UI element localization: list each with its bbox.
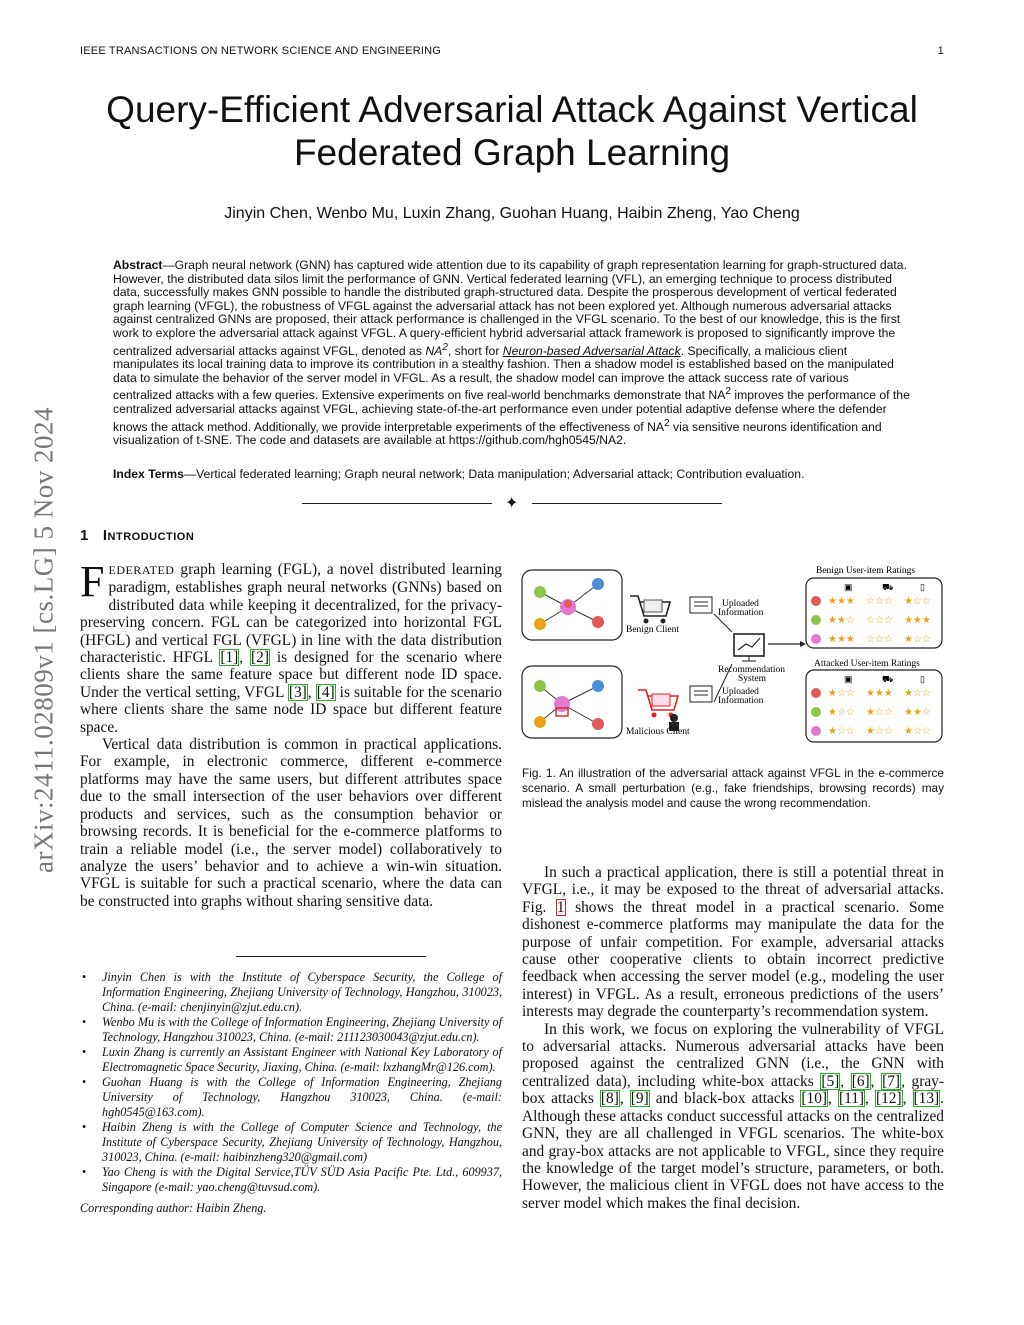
user-node — [534, 618, 546, 630]
na2-name: $NA^2$ — [425, 341, 448, 358]
figure-1-diagram — [518, 562, 946, 752]
star-rating: ★★☆ — [904, 707, 931, 718]
star-rating: ☆☆☆ — [866, 615, 893, 626]
figure-1 — [518, 562, 946, 752]
user-node — [592, 578, 604, 590]
avatar — [811, 615, 821, 625]
abstract-label: Abstract — [113, 258, 163, 272]
abstract-text-4: improves the performance of the centralized adversarial attacks against VFGL, achieving state-of-the-art performance even under potential adaptive defense where the defender knows the attack method. Additionally, we provide interpretable experiments of the effectiveness of NA — [113, 388, 910, 434]
star-rating: ☆☆☆ — [866, 634, 893, 645]
star-rating: ☆☆☆ — [866, 596, 893, 607]
intro-paragraph-2: Vertical data distribution is common in practical applications. For example, in electronic commerce, different e-commerce platforms may have the same users, but different attributes space due to the small intersection of the user behaviors over different products and services, such as the consumption behavior or browsing records. It is beneficial for the e-commerce platforms to train a reliable model (i.e., the server model) collaboratively to analyze the users’ behavior and to achieve a win-win situation. VFGL is suitable for such a practical scenario, where the data can be constructed into graphs without sharing sensitive data. — [80, 736, 502, 910]
right-column — [522, 864, 944, 1212]
benign-client-label: Benign Client — [626, 625, 680, 635]
avatar — [811, 634, 821, 644]
attacked-rating-rows — [811, 688, 931, 737]
arxiv-stamp — [24, 350, 64, 930]
benign-rating-rows — [811, 596, 931, 645]
star-rating: ★★★ — [866, 688, 893, 699]
citation-2[interactable]: [2] — [251, 649, 269, 667]
page-number: 1 — [937, 45, 944, 57]
avatar — [811, 688, 821, 698]
user-node — [592, 616, 604, 628]
malicious-client-label: Malicious Client — [626, 727, 690, 737]
uploaded-label-1: Uploaded — [722, 599, 759, 609]
index-terms — [113, 467, 910, 481]
document-icon — [690, 597, 712, 613]
phone-icon: ▯ — [920, 582, 925, 592]
abstract-text-2: , short for — [447, 343, 503, 358]
running-header — [80, 45, 944, 57]
car-icon: ⛟ — [882, 674, 894, 684]
user-node — [592, 680, 604, 692]
information-label-1: Information — [718, 608, 764, 618]
na2-expansion: Neuron-based Adversarial Attack — [502, 343, 681, 358]
user-node — [534, 586, 546, 598]
footnote-item: • Wenbo Mu is with the College of Information Engineering, Zhejiang University of Technology, Hangzhou 310023, China. (e-mail: 211123030043@zjut.edu.cn). — [80, 1015, 502, 1045]
star-rating: ★☆☆ — [828, 726, 855, 737]
user-node — [534, 716, 546, 728]
bag-icon: ▣ — [844, 582, 853, 592]
index-terms-text: —Vertical federated learning; Graph neural network; Data manipulation; Adversarial attack; Contribution evaluation. — [183, 467, 805, 481]
user-node — [592, 718, 604, 730]
bag-icon: ▣ — [844, 674, 853, 684]
abstract-text-1: —Graph neural network (GNN) has captured wide attention due to its capability of graph representation learning for graph-structured data. However, the distributed data silos limit the performance of GNN. Vertical federated learning (VFL), an emerging technique to process distributed data, successfully makes GNN possible to handle the distributed graph-structured data. Despite the prosperous development of vertical federated graph learning (VFGL), the robustness of VFGL against the adversarial attack has not been explored yet. Although numerous adversarial attacks against centralized GNNs are proposed, their attack performance is challenged in the VFGL scenario. To the best of our knowledge, this is the first work to explore the adversarial attack against VFGL. A query-efficient hybrid adversarial attack framework is proposed to significantly improve the centralized adversarial attacks against VFGL, denoted as — [113, 258, 907, 358]
user-node — [534, 680, 546, 692]
cart-icon — [630, 596, 670, 624]
abstract: Abstract—Graph neural network (GNN) has captured wide attention due to its capability of graph representation learning for graph-structured data. However, the distributed data silos limit the performance of GNN. Vertical federated learning (VFL), an emerging technique to process distributed data, successfully makes GNN possible to handle the distributed graph-structured data. Despite the prosperous development of vertical federated graph learning (VFGL), the robustness of VFGL against the adversarial attack has not been explored yet. Although numerous adversarial attacks against centralized GNNs are proposed, their attack performance is challenged in the VFGL scenario. To the best of our knowledge, this is the first work to explore the adversarial attack against VFGL. A query-efficient hybrid adversarial attack framework is proposed to significantly improve the centralized adversarial attacks against VFGL, denoted as $NA^2$, short for Neuron-based Adversarial Attack. Specifically, a malicious client manipulates its local training data to improve its contribution in a stealthy fashion. Then a shadow model is established based on the manipulated data to simulate the behavior of the server model in VFGL. As a result, the shadow model can improve the attack success rate of various centralized attacks with a few queries. Extensive experiments on five real-world benchmarks demonstrate that $NA^2$ improves the performance of the centralized adversarial attacks against VFGL, achieving state-of-the-art performance even under potential adaptive defense where the defender knows the attack method. Additionally, we provide interpretable experiments of the effectiveness of $NA^2$ via sensitive neurons identification and visualization of t-SNE. The code and datasets are available at https://github.com/hgh0545/NA2. — [113, 258, 910, 448]
star-rating: ★☆☆ — [904, 688, 931, 699]
citation-11[interactable]: [11] — [838, 1090, 865, 1108]
arxiv-id: arXiv:2411.02809v1 [cs.LG] 5 Nov 2024 — [28, 407, 59, 873]
benign-ratings-title: Benign User-item Ratings — [816, 566, 916, 576]
citation-7[interactable]: [7] — [882, 1072, 901, 1090]
citation-4[interactable]: [4] — [316, 683, 335, 701]
abstract-text-5: via sensitive neurons identification and visualization of t-SNE. The code and datasets are available at https://github.com/hgh0545/NA2. — [113, 419, 882, 448]
footnote-item: • Luxin Zhang is currently an Assistant Engineer with National Key Laboratory of Electromagnetic Space Security, Jiaxing, China. (e-mail: lxzhangMr@126.com). — [80, 1045, 502, 1075]
citation-12[interactable]: [12] — [875, 1090, 902, 1108]
footnote-item: • Jinyin Chen is with the Institute of Cyberspace Security, the College of Information Engineering, Zhejiang University of Technology, Hangzhou, 310023, China. (e-mail: chenjinyin@zjut.edu.cn). — [80, 970, 502, 1015]
citation-10[interactable]: [10] — [801, 1090, 828, 1108]
uploaded-label-2: Uploaded — [722, 687, 759, 697]
malicious-cart-icon — [638, 690, 678, 718]
footnote-item: • Yao Cheng is with the Digital Service,TÜV SÜD Asia Pacific Pte. Ltd., 609937, Singapore (e-mail: yao.cheng@tuvsud.com). — [80, 1165, 502, 1195]
star-rating: ★☆☆ — [904, 634, 931, 645]
avatar — [811, 726, 821, 736]
section-heading — [80, 527, 194, 544]
star-rating: ★★★ — [904, 615, 931, 626]
journal-name: IEEE TRANSACTIONS ON NETWORK SCIENCE AND ENGINEERING — [80, 45, 442, 57]
attacked-ratings-title: Attacked User-item Ratings — [814, 659, 920, 669]
drop-cap: F — [80, 557, 105, 606]
corresponding-author: Corresponding author: Haibin Zheng. — [80, 1201, 267, 1215]
footnote-rule — [236, 956, 426, 957]
citation-8[interactable]: [8] — [600, 1090, 619, 1108]
system-label: System — [738, 674, 766, 684]
citation-6[interactable]: [6] — [851, 1072, 870, 1090]
star-rating: ★☆☆ — [866, 726, 893, 737]
star-rating: ★★★ — [828, 634, 855, 645]
star-rating: ★☆☆ — [828, 707, 855, 718]
section-divider — [302, 495, 722, 512]
star-rating: ★☆☆ — [904, 596, 931, 607]
malicious-graph-box — [522, 666, 622, 738]
citation-1[interactable]: [1] — [220, 649, 239, 667]
star-rating: ★★★ — [828, 596, 855, 607]
citation-13[interactable]: [13] — [913, 1090, 940, 1108]
right-paragraph-2: In this work, we focus on exploring the vulnerability of VFGL to adversarial attacks. Numerous adversarial attacks have been proposed against the centralized GNN (i.e., the GNN with centralized data), including white-box attacks [5], [6], [7], gray-box attacks [8], [9] and black-box attacks [10], [11], [12], [13]. Although these attacks conduct successful attacks on the centralized GNN, they are all challenged in VFGL scenarios. The white-box and gray-box attacks are not applicable to VFGL, since they require the knowledge of the target model’s structure, parameters, or both. However, the malicious client in VFGL does not have access to the server model which makes the final decision. — [522, 1020, 945, 1212]
footnote-item: • Haibin Zheng is with the College of Computer Science and Technology, the Institute of Cyberspace Security, Zhejiang University of Technology, Hangzhou, 310023, China. (e-mail: haibinzheng320@gmail.com) — [80, 1120, 502, 1165]
star-rating: ★☆☆ — [904, 726, 931, 737]
paper-title: Query-Efficient Adversarial Attack Against Vertical Federated Graph Learning — [106, 89, 918, 173]
footnotes — [80, 970, 502, 1216]
star-rating: ★☆☆ — [828, 688, 855, 699]
figure-caption: Fig. 1. An illustration of the adversarial attack against VFGL in the e-commerce scenario. A small perturbation (e.g., fake friendships, browsing records) may mislead the analysis model and cause the wrong recommendation. — [522, 766, 944, 810]
citation-9[interactable]: [9] — [630, 1090, 649, 1108]
diamond-icon: ✦ — [505, 495, 519, 512]
section-title: Introduction — [102, 527, 195, 544]
information-label-2: Information — [718, 696, 764, 706]
star-rating: ★★☆ — [828, 615, 855, 626]
citation-3[interactable]: [3] — [288, 683, 307, 701]
footnote-item: • Guohan Huang is with the College of Information Engineering, Zhejiang University of Technology, Hangzhou 310023, China. (e-mail: hgh0545@163.com). — [80, 1075, 502, 1120]
author-list: Jinyin Chen, Wenbo Mu, Luxin Zhang, Guohan Huang, Haibin Zheng, Yao Cheng — [224, 205, 800, 222]
avatar — [811, 596, 821, 606]
abstract-text-3: . Specifically, a malicious client manipulates its local training data to improve its contribution in a stealthy fashion. Then a shadow model is established based on the manipulated data to simulate the behavior of the server model in VFGL. As a result, the shadow model can improve the attack success rate of various centralized attacks with a few queries. Extensive experiments on five real-world benchmarks demonstrate that NA — [113, 343, 894, 403]
left-column — [80, 557, 503, 910]
intro-paragraph-1: FEDERATED graph learning (FGL), a novel distributed learning paradigm, establishes graph neural networks (GNNs) based on distributed data while keeping it decentralized, for the privacy-preserving concern. FGL can be categorized into horizontal FGL (HFGL) and vertical FGL (VFGL) in line with the data distribution characteristic. HFGL [1], [2] is designed for the scenario where clients share the same feature space but different node ID space. Under the vertical setting, VFGL [3], [4] is suitable for the scenario where clients share the same node ID space but different feature space. — [80, 557, 503, 736]
recommendation-label: Recommendation — [718, 665, 786, 675]
document-icon — [690, 686, 712, 702]
figure-ref-1[interactable]: 1 — [556, 898, 565, 916]
car-icon: ⛟ — [882, 582, 894, 592]
monitor-icon — [734, 634, 764, 661]
avatar — [811, 707, 821, 717]
index-terms-label: Index Terms — [113, 467, 184, 481]
phone-icon: ▯ — [920, 674, 925, 684]
citation-5[interactable]: [5] — [821, 1072, 840, 1090]
star-rating: ★☆☆ — [866, 707, 893, 718]
section-number: 1 — [80, 527, 89, 544]
right-paragraph-1: In such a practical application, there is still a potential threat in VFGL, i.e., it may be exposed to the threat of adversarial attacks. Fig. 1 shows the threat model in a practical scenario. Some dishonest e-commerce platforms may manipulate the data for the purpose of unfair competition. For example, adversarial attacks cause other cooperative clients to obtain incorrect predictive feedback when accessing the server model (e.g., modeling the user interest) in VFGL. As a result, erroneous predictions of the users’ interests may degrade the counterparty’s recommendation system. — [522, 864, 945, 1021]
